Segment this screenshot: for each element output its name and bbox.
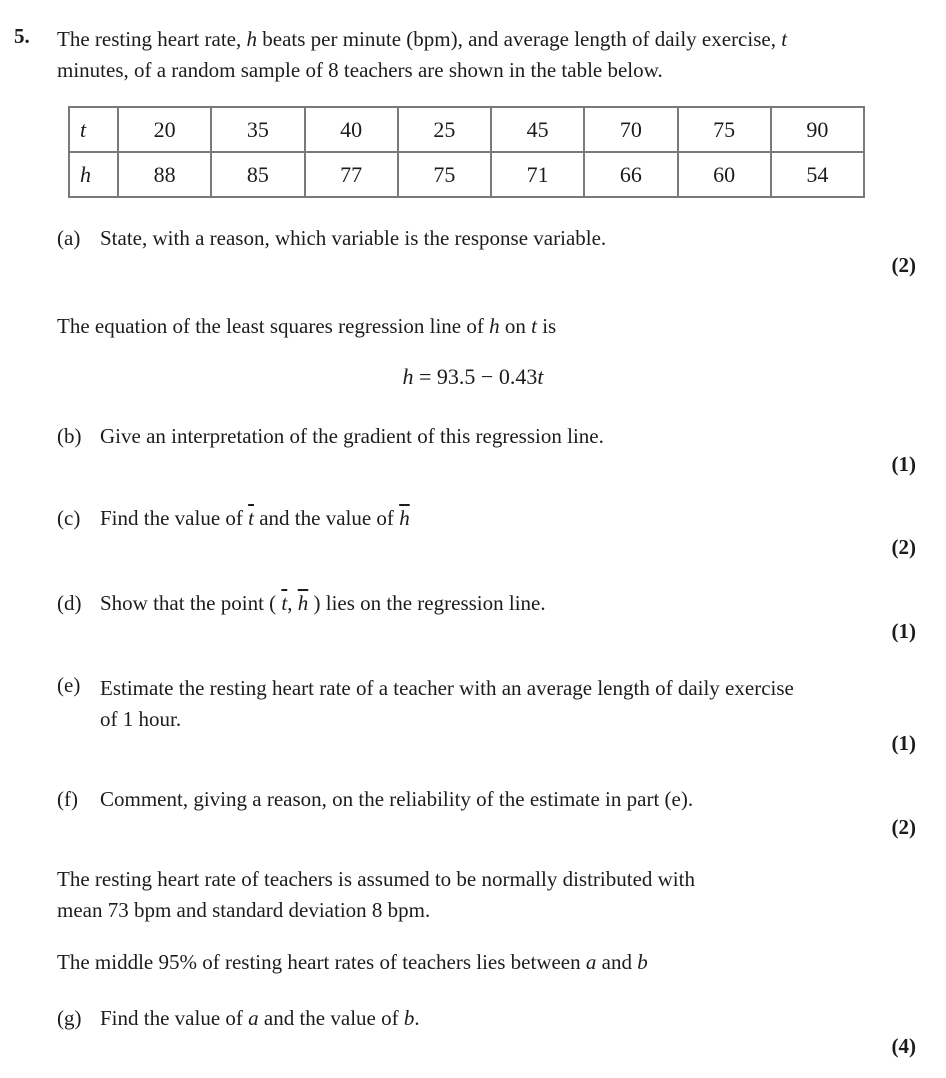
part-d-segment: Show that the point (: [100, 591, 282, 615]
part-c-marks: (2): [891, 535, 916, 559]
variable-b: b: [403, 1006, 415, 1030]
part-g-marks: (4): [891, 1034, 916, 1058]
table-cell-var-t: t: [69, 107, 118, 152]
table-cell: 40: [305, 107, 398, 152]
variable-a: a: [248, 1006, 259, 1030]
middle-para-text: The middle 95% of resting heart rates of teachers lies between: [57, 950, 586, 974]
h-bar: $\overline{h}$: [297, 591, 309, 615]
part-d-label: (d): [57, 591, 82, 615]
part-d-text: [100, 591, 546, 616]
part-e-text: [100, 673, 794, 735]
table-cell-var-h: h: [69, 152, 118, 197]
equation-variable-t: t: [537, 364, 544, 389]
table-cell: 54: [771, 152, 864, 197]
intro-text: The resting heart rate,: [57, 27, 247, 51]
middle-95-paragraph: [57, 950, 648, 975]
question-number: 5.: [14, 24, 30, 48]
part-b-label: (b): [57, 424, 82, 448]
table-row-t: [69, 107, 864, 152]
part-d-marks: (1): [891, 619, 916, 643]
middle-para-text: and: [596, 950, 638, 974]
table-cell: 75: [678, 107, 771, 152]
table-cell: 90: [771, 107, 864, 152]
part-d-segment: ) lies on the regression line.: [308, 591, 546, 615]
variable-t: t: [531, 314, 537, 338]
part-b-text: Give an interpretation of the gradient of this regression line.: [100, 424, 604, 448]
table-cell: 70: [584, 107, 677, 152]
normal-distribution-paragraph: [57, 864, 695, 926]
variable-a: a: [585, 950, 597, 974]
regression-intro: [57, 314, 556, 339]
equation-variable-h: h: [402, 364, 414, 389]
equation-body: = 93.5 − 0.43: [413, 364, 538, 389]
table-cell: 75: [398, 152, 491, 197]
intro-line-1: [57, 24, 787, 55]
variable-h: h: [246, 27, 257, 51]
part-g-segment: Find the value of: [100, 1006, 249, 1030]
part-c-segment: and the value of: [253, 506, 400, 530]
part-f-label: (f): [57, 787, 78, 811]
intro-line-2: minutes, of a random sample of 8 teachers are shown in the table below.: [57, 58, 663, 82]
part-g-segment: .: [414, 1006, 420, 1030]
table-cell: 45: [491, 107, 584, 152]
part-g-label: (g): [57, 1006, 82, 1030]
variable-t: t: [781, 27, 788, 51]
part-e-line-1: Estimate the resting heart rate of a teacher with an average length of daily exercise: [100, 676, 794, 700]
part-e-marks: (1): [891, 731, 916, 755]
intro-text: beats per minute (bpm), and average length of daily exercise,: [257, 27, 782, 51]
regression-intro-text: The equation of the least squares regression line of: [57, 314, 490, 338]
table-cell: 88: [118, 152, 211, 197]
part-b-marks: (1): [891, 452, 916, 476]
regression-intro-text: on: [499, 314, 532, 338]
part-d-segment: ,: [287, 591, 298, 615]
part-a-label: (a): [57, 226, 81, 250]
t-bar: $\overline{t}$: [281, 591, 288, 615]
table-cell: 25: [398, 107, 491, 152]
variable-h: h: [489, 314, 500, 338]
table-cell: 85: [211, 152, 304, 197]
table-cell: 60: [678, 152, 771, 197]
part-e-line-2: of 1 hour.: [100, 707, 182, 731]
regression-equation: [0, 364, 946, 390]
part-e-label: (e): [57, 673, 81, 697]
table-row-h: [69, 152, 864, 197]
question-intro: [57, 24, 787, 86]
part-f-marks: (2): [891, 815, 916, 839]
part-a-marks: (2): [891, 253, 916, 277]
part-c-segment: Find the value of: [100, 506, 249, 530]
table-cell: 71: [491, 152, 584, 197]
table-cell: 77: [305, 152, 398, 197]
part-c-text: [100, 506, 410, 531]
part-g-text: [100, 1006, 420, 1031]
t-bar: $\overline{t}$: [248, 506, 254, 530]
normal-para-line-1: The resting heart rate of teachers is assumed to be normally distributed with: [57, 867, 695, 891]
normal-para-line-2: mean 73 bpm and standard deviation 8 bpm.: [57, 898, 431, 922]
regression-intro-text: is: [536, 314, 557, 338]
part-g-segment: and the value of: [258, 1006, 404, 1030]
part-f-text: Comment, giving a reason, on the reliability of the estimate in part (e).: [100, 787, 694, 811]
h-bar: $\overline{h}$: [399, 506, 410, 530]
table-cell: 35: [211, 107, 304, 152]
table-cell: 20: [118, 107, 211, 152]
part-c-label: (c): [57, 506, 81, 530]
table-cell: 66: [584, 152, 677, 197]
data-table: [68, 106, 865, 198]
variable-b: b: [637, 950, 648, 974]
part-a-text: State, with a reason, which variable is the response variable.: [100, 226, 607, 250]
